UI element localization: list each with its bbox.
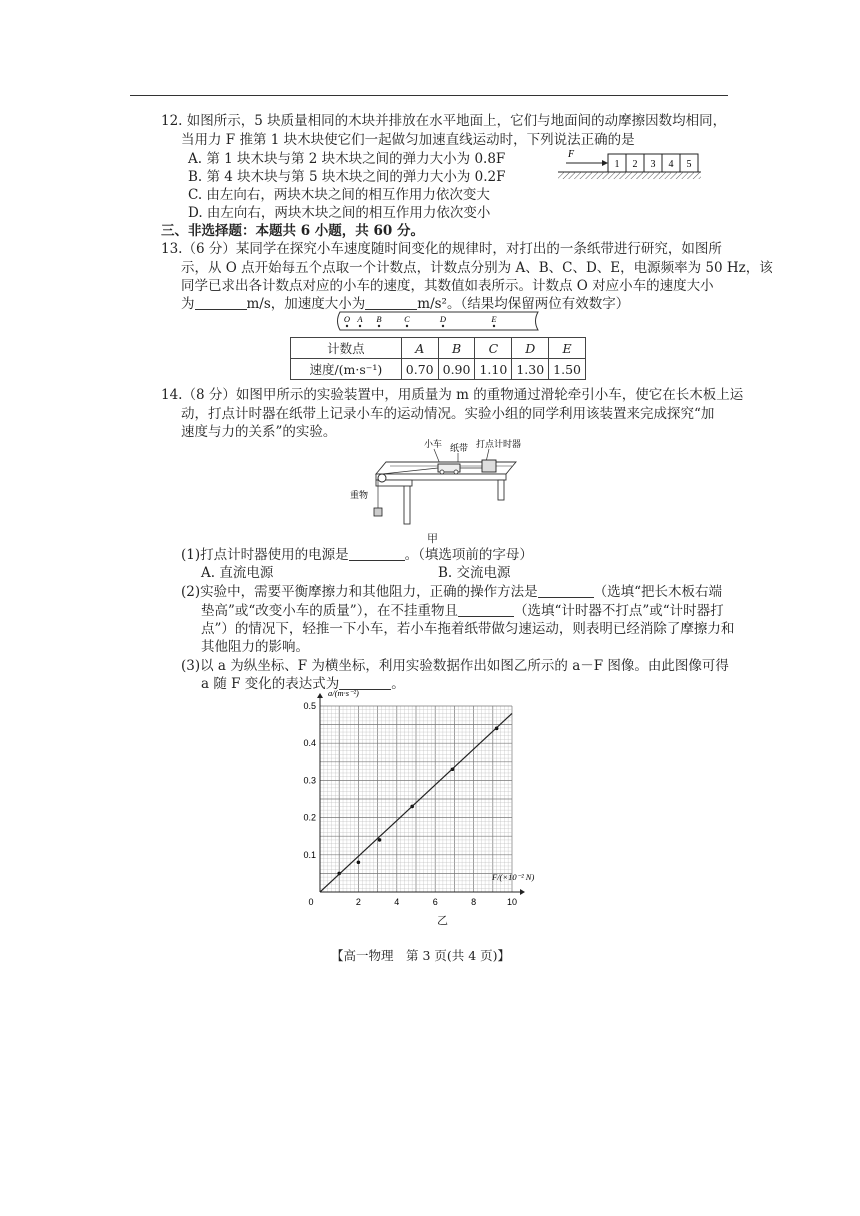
- q14-p1-suffix: 。（填选项前的字母）: [404, 547, 533, 563]
- q14-p2-line4: 其他阻力的影响。: [201, 639, 309, 655]
- force-label: F: [568, 149, 575, 160]
- q12-stem-line2: 当用力 F 推第 1 块木块使它们一起做匀加速直线运动时，下列说法正确的是: [181, 132, 635, 148]
- block-label-5: 5: [686, 159, 692, 170]
- weight-block: [374, 508, 382, 516]
- x-tick-label: 10: [506, 897, 518, 907]
- q14-answer-blank-3[interactable]: [458, 602, 514, 617]
- label-weight: 重物: [350, 490, 369, 500]
- tape-label-a: A: [357, 314, 363, 324]
- q14-p3-line1: (3)以 a 为纵坐标、F 为横坐标，利用实验数据作出如图乙所示的 a－F 图像。由此图像可得: [181, 658, 729, 674]
- force-arrowhead: [602, 160, 608, 166]
- q14-p2-line2-suffix: （选填“计时器不打点”或“计时器打: [513, 603, 724, 619]
- origin-label: 0: [308, 897, 314, 907]
- tape-outline: [338, 312, 539, 330]
- blocks: [608, 154, 698, 172]
- q12-option-c: C. 由左向右，两块木块之间的相互作用力依次变大: [188, 187, 490, 203]
- tape-dot-o: [346, 325, 348, 327]
- label-timer: 打点计时器: [476, 439, 522, 449]
- q14-p1-option-b: B. 交流电源: [438, 565, 511, 581]
- q12-option-a: A. 第 1 块木块与第 2 块木块之间的弹力大小为 0.8F: [188, 151, 506, 167]
- q14-p1-option-a: A. 直流电源: [201, 565, 274, 581]
- q14-p2-line1-prefix: (2)实验中，需要平衡摩擦力和其他阻力，正确的操作方法是: [181, 584, 538, 600]
- x-tick-label: 8: [471, 897, 477, 907]
- q14-line1: 14.（8 分）如图甲所示的实验装置中，用质量为 m 的重物通过滑轮牵引小车，使它在长木板上运: [161, 387, 744, 403]
- table-row: [291, 338, 586, 359]
- q14-p3-line2-prefix: a 随 F 变化的表达式为: [201, 676, 340, 692]
- table-cell-point-d: D: [512, 338, 549, 359]
- table-row: [291, 359, 586, 380]
- q14-p2-line2: [201, 601, 724, 621]
- table-cell-point-b: B: [438, 338, 475, 359]
- label-tape: 纸带: [450, 443, 469, 453]
- page-footer: 【高一物理 第 3 页(共 4 页)】: [331, 948, 511, 963]
- q14-answer-blank-2[interactable]: [538, 583, 594, 598]
- tape-dot-d: [442, 325, 444, 327]
- tape-label-o: O: [343, 314, 351, 324]
- q13-line3: 同学已求出各计数点对应的小车的速度，其数值如表所示。计数点 O 对应小车的速度大小: [181, 278, 714, 294]
- tape-label-d: D: [439, 314, 447, 324]
- q14-p2-line2-prefix: 垫高”或“改变小车的质量”），在不挂重物且: [201, 603, 458, 619]
- block-label-4: 4: [668, 159, 674, 170]
- y-tick-label: 0.3: [303, 775, 316, 786]
- q13-answer-blank-1[interactable]: [195, 295, 247, 310]
- q12-option-d: D. 由左向右，两块木块之间的相互作用力依次变小: [188, 205, 491, 221]
- block-label-2: 2: [632, 159, 638, 170]
- tape-dot-a: [359, 325, 361, 327]
- x-tick-label: 2: [355, 897, 361, 907]
- x-axis-arrow: [520, 889, 525, 895]
- q13-speed-table: [290, 337, 586, 380]
- q14-p1-prefix: (1)打点计时器使用的电源是: [181, 547, 349, 563]
- q13-line4-mid: m/s，加速度大小为: [246, 296, 366, 312]
- ground-hatch: [558, 172, 701, 179]
- table-cell-point-c: C: [475, 338, 512, 359]
- x-axis-label: F/(×10⁻² N): [492, 872, 535, 882]
- tape-label-b: B: [376, 314, 382, 324]
- figure-caption-yi: 乙: [437, 914, 448, 927]
- table-header-speed: 速度/(m·s⁻¹): [291, 359, 402, 380]
- table-cell-speed-c: 1.10: [475, 359, 512, 380]
- pulley: [378, 474, 386, 482]
- q14-p3-line2-suffix: 。: [391, 676, 405, 692]
- q13-line1: 13.（6 分）某同学在探究小车速度随时间变化的规律时，对打出的一条纸带进行研究，如图所: [161, 241, 722, 257]
- tape-dot-e: [493, 325, 495, 327]
- board-front: [376, 474, 506, 480]
- q14-p2-line1: [181, 582, 722, 602]
- table-cell-speed-a: 0.70: [401, 359, 438, 380]
- timer-body: [482, 460, 496, 472]
- table-cell-point-e: E: [549, 338, 586, 359]
- table-leg-right: [498, 480, 504, 500]
- table-header-points: 计数点: [291, 338, 402, 359]
- data-point: [378, 838, 382, 842]
- q14-line3: 速度与力的关系”的实验。: [181, 424, 337, 440]
- q13-line2: 示，从 O 点开始每五个点取一个计数点，计数点分别为 A、B、C、D、E，电源频率为 50 Hz，该: [181, 260, 773, 276]
- y-axis-label: a/(m·s⁻²): [328, 688, 359, 698]
- header-rule: [130, 95, 728, 96]
- q14-p2-line1-suffix: （选填“把长木板右端: [593, 584, 723, 600]
- cart-wheel-1: [440, 470, 444, 474]
- section-3-heading: 三、非选择题：本题共 6 小题，共 60 分。: [161, 223, 424, 239]
- q12-stem-line1: 12. 如图所示，5 块质量相同的木块并排放在水平地面上，它们与地面间的动摩擦因数均相同，: [161, 113, 727, 129]
- block-label-1: 1: [614, 159, 620, 170]
- table-cell-speed-d: 1.30: [512, 359, 549, 380]
- q14-p2-line3: 点”）的情况下，轻推一下小车，若小车拖着纸带做匀速运动，则表明已经消除了摩擦力和: [201, 621, 735, 637]
- q13-line4-prefix: 为: [181, 296, 195, 312]
- table-cell-point-a: A: [401, 338, 438, 359]
- q13-answer-blank-2[interactable]: [365, 295, 417, 310]
- data-point: [357, 860, 361, 864]
- q13-line4-suffix: m/s²。（结果均保留两位有效数字）: [417, 296, 630, 312]
- y-tick-label: 0.2: [303, 812, 316, 823]
- table-cell-speed-e: 1.50: [549, 359, 586, 380]
- q13-paper-tape: [334, 310, 544, 332]
- q14-p1-line1: [181, 545, 533, 565]
- block-label-3: 3: [650, 159, 656, 170]
- tape-dot-c: [406, 325, 408, 327]
- y-tick-label: 0.4: [303, 738, 316, 749]
- y-axis-arrow: [317, 693, 323, 698]
- label-cart: 小车: [424, 439, 443, 449]
- y-tick-label: 0.1: [303, 849, 316, 860]
- cart-wheel-2: [454, 470, 458, 474]
- x-tick-label: 6: [432, 897, 438, 907]
- x-tick-label: 4: [394, 897, 400, 907]
- q14-a-f-graph: [290, 684, 620, 924]
- q14-line2: 动，打点计时器在纸带上记录小车的运动情况。实验小组的同学利用该装置来完成探究“加: [181, 406, 715, 422]
- tape-label-e: E: [491, 314, 497, 324]
- q12-blocks-figure: [556, 146, 701, 186]
- table-cell-speed-b: 0.90: [438, 359, 475, 380]
- q14-answer-blank-1[interactable]: [349, 546, 405, 561]
- tape-label-c: C: [404, 314, 410, 324]
- table-leg-left: [404, 480, 410, 524]
- tape-dot-b: [378, 325, 380, 327]
- figure-caption-jia: 甲: [427, 532, 438, 545]
- q12-option-b: B. 第 4 块木块与第 5 块木块之间的弹力大小为 0.2F: [188, 169, 506, 185]
- y-tick-label: 0.5: [303, 701, 316, 711]
